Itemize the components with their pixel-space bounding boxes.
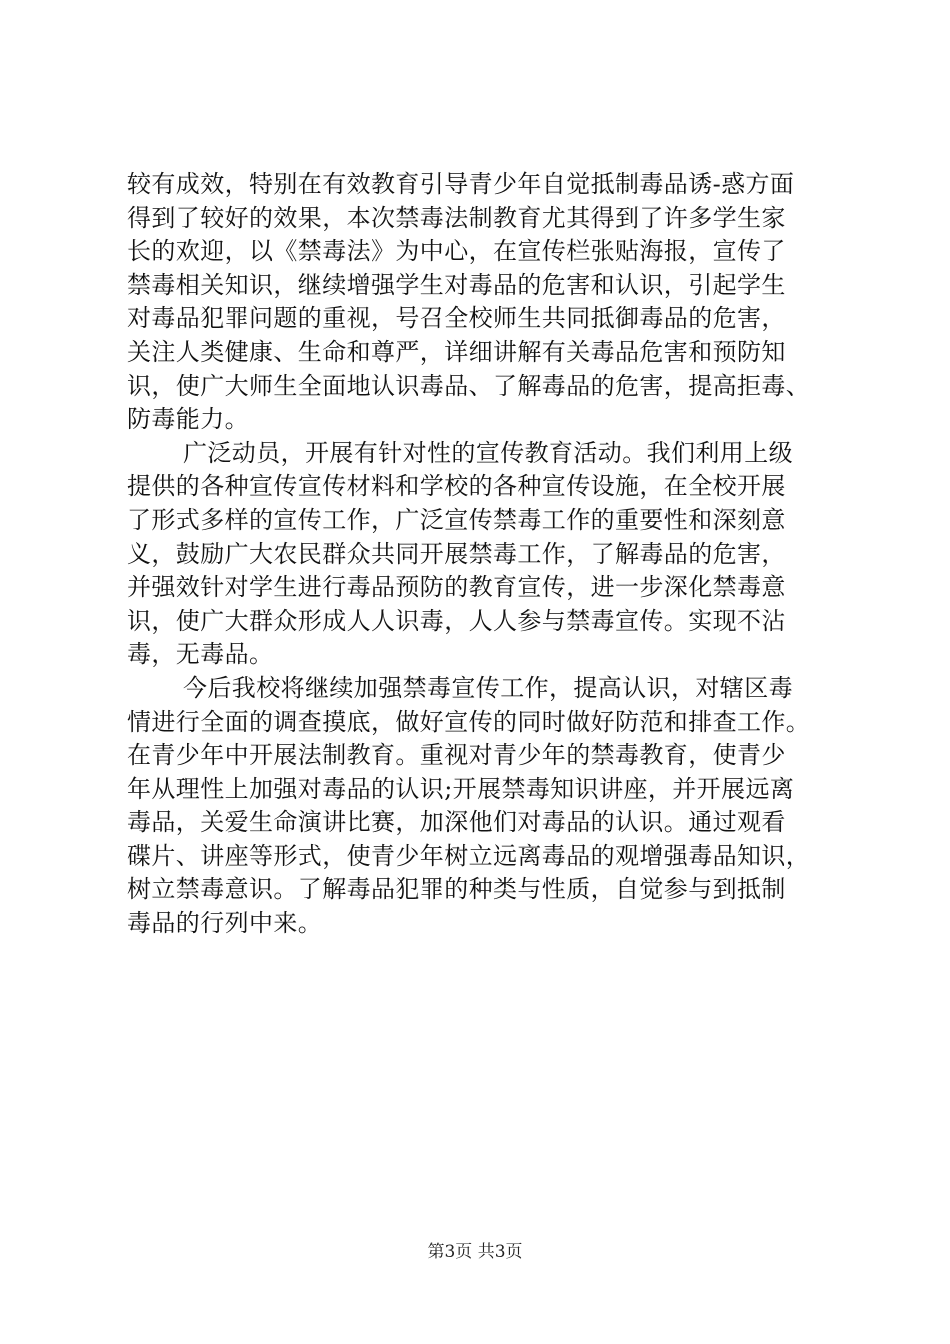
text-line: 关注人类健康、生命和尊严，详细讲解有关毒品危害和预防知 xyxy=(127,337,786,366)
text-line: 识，使广大师生全面地认识毒品、了解毒品的危害，提高拒毒、 xyxy=(127,371,811,400)
text-line: 毒品的行列中来。 xyxy=(127,909,323,938)
text-line: 毒品，关爱生命演讲比赛，加深他们对毒品的认识。通过观看 xyxy=(127,808,786,837)
text-line: 义，鼓励广大农民群众共同开展禁毒工作，了解毒品的危害， xyxy=(127,539,786,568)
text-line: 年从理性上加强对毒品的认识;开展禁毒知识讲座，并开展远离 xyxy=(127,774,795,803)
text-line: 树立禁毒意识。了解毒品犯罪的种类与性质，自觉参与到抵制 xyxy=(127,875,786,904)
paragraph-start-line: 今后我校将继续加强禁毒宣传工作，提高认识，对辖区毒 xyxy=(183,673,793,702)
text-line: 提供的各种宣传宣传材料和学校的各种宣传设施，在全校开展 xyxy=(127,472,786,501)
text-line: 毒，无毒品。 xyxy=(127,640,274,669)
text-line: 在青少年中开展法制教育。重视对青少年的禁毒教育，使青少 xyxy=(127,741,786,770)
body-text xyxy=(127,168,839,941)
text-line: 碟片、讲座等形式，使青少年树立远离毒品的观增强毒品知识， xyxy=(127,841,811,870)
paragraph-start-line: 广泛动员，开展有针对性的宣传教育活动。我们利用上级 xyxy=(183,438,793,467)
text-line: 较有成效，特别在有效教育引导青少年自觉抵制毒品诱-惑方面 xyxy=(127,170,795,198)
text-line: 并强效针对学生进行毒品预防的教育宣传，进一步深化禁毒意 xyxy=(127,573,786,602)
text-line: 禁毒相关知识，继续增强学生对毒品的危害和认识，引起学生 xyxy=(127,270,786,299)
text-line: 识，使广大群众形成人人识毒，人人参与禁毒宣传。实现不沾 xyxy=(127,606,786,635)
text-line: 情进行全面的调查摸底，做好宣传的同时做好防范和排查工作。 xyxy=(127,707,811,736)
text-line: 了形式多样的宣传工作，广泛宣传禁毒工作的重要性和深刻意 xyxy=(127,505,786,534)
text-line: 得到了较好的效果，本次禁毒法制教育尤其得到了许多学生家 xyxy=(127,203,786,232)
text-line: 对毒品犯罪问题的重视，号召全校师生共同抵御毒品的危害， xyxy=(127,304,786,333)
text-line: 防毒能力。 xyxy=(127,405,249,434)
text-line: 长的欢迎，以《禁毒法》为中心，在宣传栏张贴海报，宣传了 xyxy=(127,237,786,266)
page-number-footer: 第3页 共3页 xyxy=(427,1242,523,1262)
